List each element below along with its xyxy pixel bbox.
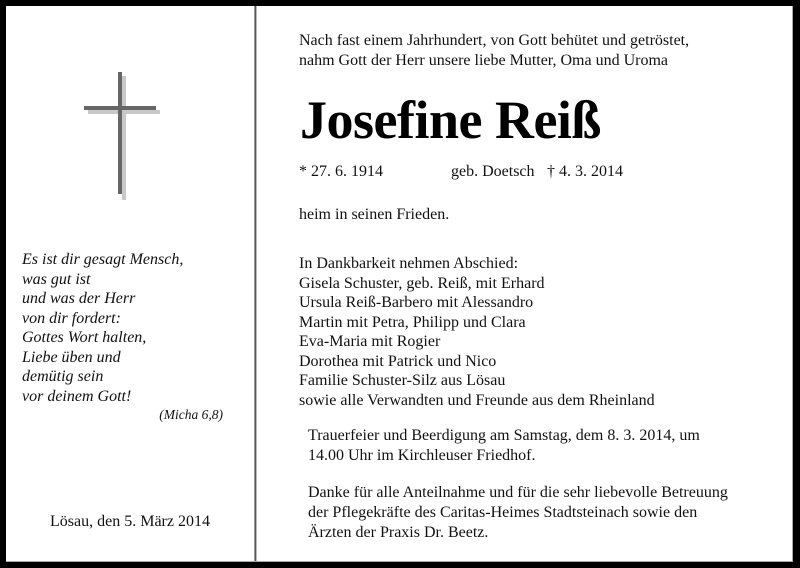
- cross-horizontal-bar: [84, 106, 156, 110]
- intro-text: [299, 31, 689, 71]
- peace-line: heim in seinen Frieden.: [299, 206, 450, 223]
- obituary-notice: [6, 6, 793, 562]
- deceased-name: Josefine Reiß: [300, 90, 601, 150]
- verse-line: vor deinem Gott!: [22, 387, 132, 405]
- mourner-entry: Martin mit Petra, Philipp und Clara: [299, 313, 526, 331]
- verse-line: Gottes Wort halten,: [22, 329, 147, 346]
- mourner-entry: Dorothea mit Patrick und Nico: [299, 352, 497, 370]
- funeral-line: 14.00 Uhr im Kirchleuser Friedhof.: [308, 447, 536, 464]
- verse-line: Liebe üben und: [22, 348, 121, 366]
- funeral-line: Trauerfeier und Beerdigung am Samstag, dem 8. 3. 2014, um: [308, 427, 700, 444]
- thanks-line: der Pflegekräfte des Caritas-Heimes Stadtsteinach sowie den: [308, 504, 698, 521]
- thanks-line: Danke für alle Anteilnahme und für die sehr liebevolle Betreuung: [308, 484, 728, 501]
- funeral-info: [308, 426, 700, 466]
- place-date: Lösau, den 5. März 2014: [50, 513, 210, 530]
- mourners-list: [299, 254, 655, 410]
- verse-line: Es ist dir gesagt Mensch,: [22, 251, 184, 268]
- cross-vertical-bar: [118, 72, 122, 194]
- cross-icon: [6, 6, 254, 206]
- mourner-entry: Gisela Schuster, geb. Reiß, mit Erhard: [299, 274, 545, 292]
- life-dates: [299, 163, 623, 181]
- bible-verse: [22, 250, 237, 424]
- maiden-name: geb. Doetsch: [451, 163, 535, 180]
- mourner-entry: sowie alle Verwandten und Freunde aus dem Rheinland: [299, 391, 655, 409]
- cross-shadow-vertical: [122, 76, 126, 200]
- mourners-heading: In Dankbarkeit nehmen Abschied:: [299, 255, 519, 272]
- mourner-entry: Ursula Reiß-Barbero mit Alessandro: [299, 294, 534, 311]
- mourner-entry: Familie Schuster-Silz aus Lösau: [299, 372, 506, 389]
- intro-line: Nach fast einem Jahrhundert, von Gott behütet und getröstet,: [299, 32, 690, 49]
- cross-shadow-horizontal: [88, 110, 160, 114]
- column-divider: [254, 6, 257, 561]
- death-date: † 4. 3. 2014: [547, 163, 623, 180]
- verse-line: was gut ist: [22, 270, 91, 288]
- thanks-text: [308, 483, 728, 543]
- birth-date: * 27. 6. 1914: [299, 163, 383, 180]
- verse-reference: (Micha 6,8): [159, 407, 223, 422]
- verse-line: demütig sein: [22, 368, 104, 385]
- thanks-line: Ärzten der Praxis Dr. Beetz.: [308, 524, 489, 541]
- verse-line: von dir fordert:: [22, 309, 121, 327]
- intro-line: nahm Gott der Herr unsere liebe Mutter, Oma und Uroma: [299, 52, 669, 69]
- mourner-entry: Eva-Maria mit Rogier: [299, 333, 441, 350]
- verse-line: und was der Herr: [22, 290, 136, 307]
